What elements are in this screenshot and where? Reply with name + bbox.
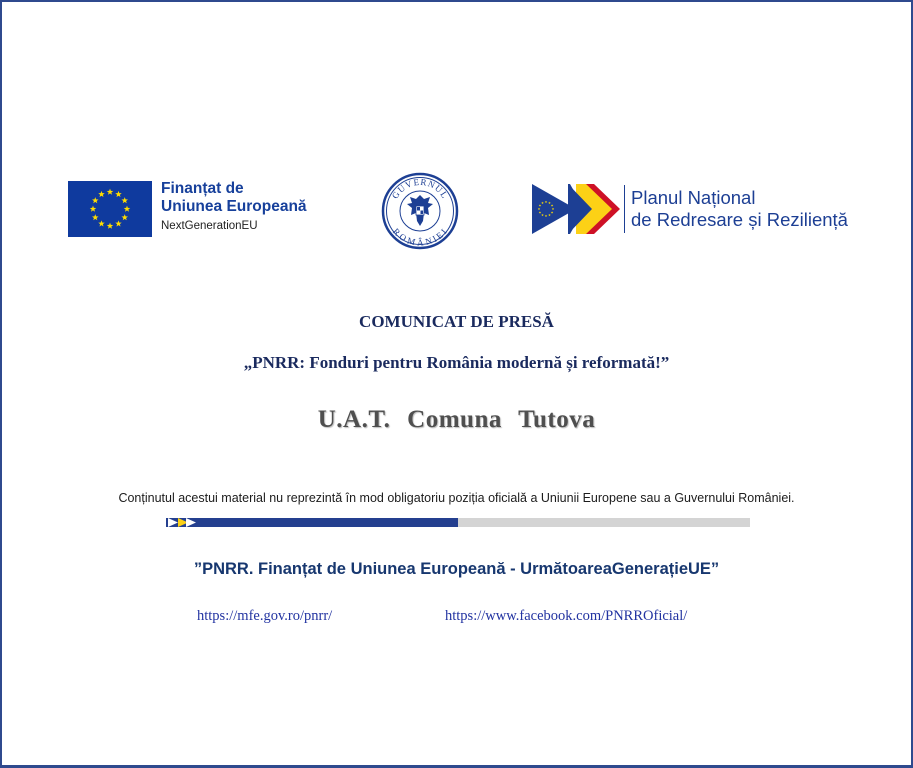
progress-arrows-icon [166, 518, 206, 527]
pnrr-arrows-icon [532, 184, 620, 234]
press-release-title: COMUNICAT DE PRESĂ [359, 312, 554, 331]
eu-star [92, 214, 98, 220]
eu-funding-logo [68, 181, 307, 237]
eu-star [107, 223, 113, 229]
seal-text-bottom: ROMÂNIEI [390, 226, 450, 248]
eu-star [92, 197, 98, 203]
frame-left-border [0, 0, 2, 768]
eu-star [107, 189, 113, 195]
funding-quote: ”PNRR. Finanțat de Uniunea Europeană - UrmătoareaGenerațieUE” [193, 560, 720, 578]
eu-star [115, 191, 121, 197]
branding-progress-fill [166, 518, 458, 527]
facebook-link[interactable]: https://www.facebook.com/PNRROficial/ [445, 608, 688, 624]
government-seal-icon [380, 171, 460, 251]
frame-top-border [0, 0, 913, 2]
seal-text-top: GUVERNUL [389, 176, 451, 201]
pnrr-logo-line2: de Redresare și Reziliență [631, 209, 848, 230]
mfe-link[interactable]: https://mfe.gov.ro/pnrr/ [197, 608, 333, 624]
pnrr-logo [532, 184, 848, 234]
eu-star [98, 191, 104, 197]
eu-star [124, 206, 130, 212]
entity-name: U.A.T. Comuna Tutova [317, 406, 596, 433]
eu-logo-text [161, 180, 307, 232]
eu-logo-line3: NextGenerationEU [161, 220, 258, 232]
eu-star [121, 214, 127, 220]
eu-star [90, 206, 96, 212]
eu-logo-line1: Finanțat de [161, 180, 244, 197]
eu-star [98, 220, 104, 226]
disclaimer-text: Conținutul acestui material nu reprezintă în mod obligatoriu poziția oficială a Uniunii Europene sau a Guvernului României. [118, 491, 795, 505]
eu-star [121, 197, 127, 203]
branding-progress-bar [166, 518, 750, 527]
eu-flag-icon [68, 181, 152, 237]
eu-logo-line2: Uniunea Europeană [161, 198, 307, 215]
pnrr-logo-text [631, 187, 848, 231]
eu-star [115, 220, 121, 226]
press-release-slogan: „PNRR: Fonduri pentru România modernă și reformată!” [243, 353, 670, 372]
pnrr-divider [624, 185, 625, 233]
pnrr-logo-line1: Planul Național [631, 187, 756, 208]
